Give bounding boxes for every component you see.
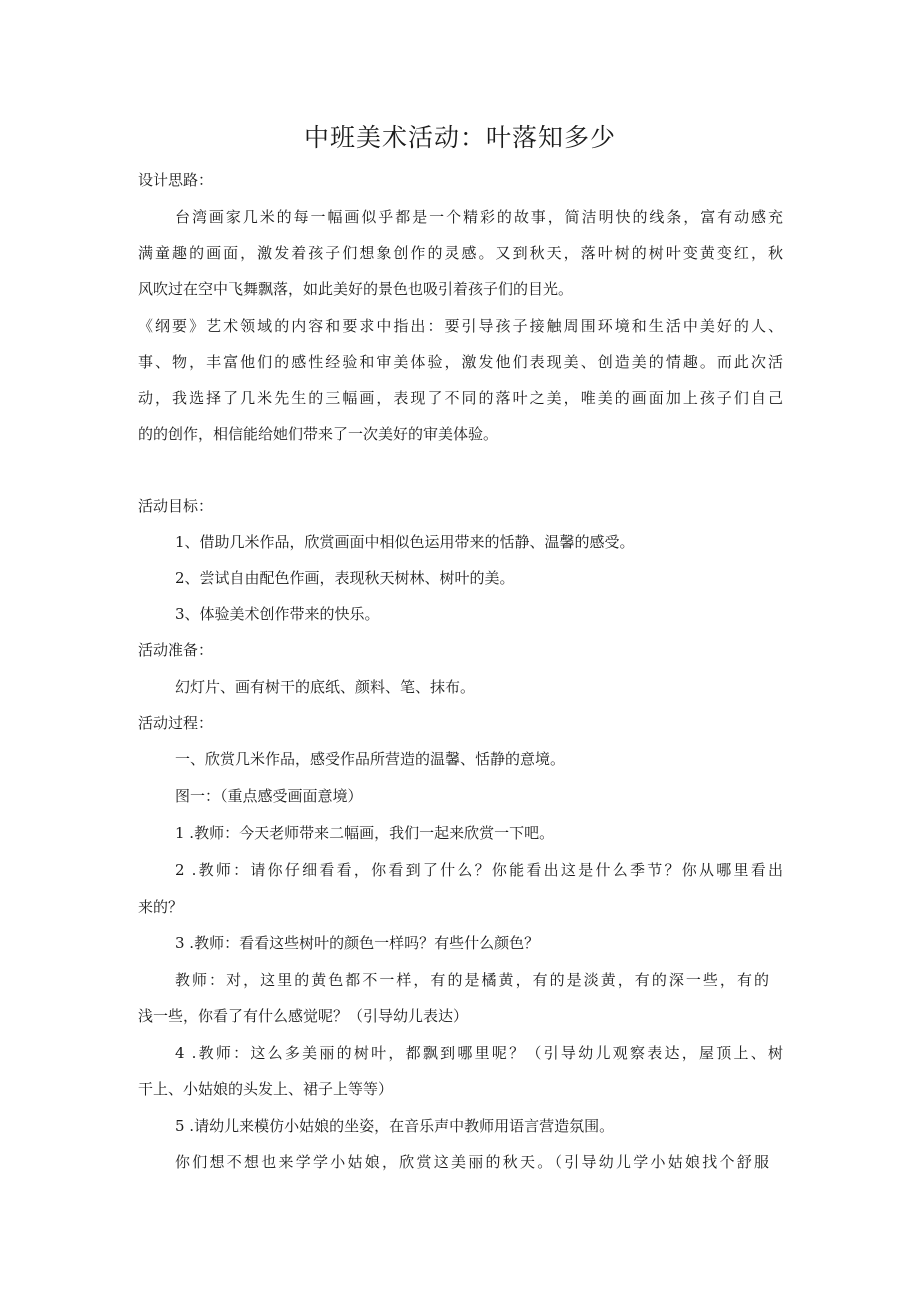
paragraph-line: 风吹过在空中飞舞飘落，如此美好的景色也吸引着孩子们的目光。 <box>138 280 574 298</box>
paragraph-line: 台湾画家几米的每一幅画似乎都是一个精彩的故事，简洁明快的线条，富有动感充 <box>175 208 783 226</box>
preparation-text: 幻灯片、画有树干的底纸、颜料、笔、抹布。 <box>175 678 476 696</box>
process-step: 1 .教师：今天老师带来二幅画，我们一起来欣赏一下吧。 <box>175 824 555 842</box>
section-heading-preparation: 活动准备： <box>138 641 214 659</box>
process-step: 5 .请幼儿来模仿小姑娘的坐姿，在音乐声中教师用语言营造氛围。 <box>175 1117 615 1135</box>
goal-item: 1、借助几米作品，欣赏画面中相似色运用带来的恬静、温馨的感受。 <box>175 533 635 551</box>
section-heading-goals: 活动目标： <box>138 497 214 515</box>
goal-item: 2、尝试自由配色作画，表现秋天树林、树叶的美。 <box>175 569 515 587</box>
page-title: 中班美术活动：叶落知多少 <box>303 123 616 152</box>
process-step: 来的？ <box>138 898 184 916</box>
paragraph-line: 《纲要》艺术领域的内容和要求中指出：要引导孩子接触周围环境和生活中美好的人、 <box>138 317 783 335</box>
goal-item: 3、体验美术创作带来的快乐。 <box>175 605 380 623</box>
process-step: 4 .教师：这么多美丽的树叶，都飘到哪里呢？（引导幼儿观察表达，屋顶上、树 <box>175 1044 783 1062</box>
process-step: 图一：（重点感受画面意境） <box>175 787 363 805</box>
process-step: 教师：对，这里的黄色都不一样，有的是橘黄，有的是淡黄，有的深一些，有的 <box>175 971 769 989</box>
paragraph-line: 满童趣的画面，激发着孩子们想象创作的灵感。又到秋天，落叶树的树叶变黄变红，秋 <box>138 244 783 262</box>
section-heading-process: 活动过程： <box>138 714 214 732</box>
process-step: 2 .教师：请你仔细看看，你看到了什么？你能看出这是什么季节？你从哪里看出 <box>175 861 783 879</box>
process-step: 你们想不想也来学学小姑娘，欣赏这美丽的秋天。（引导幼儿学小姑娘找个舒服 <box>175 1153 769 1171</box>
process-step: 干上、小姑娘的头发上、裙子上等等） <box>138 1080 394 1098</box>
process-step: 3 .教师：看看这些树叶的颜色一样吗？有些什么颜色？ <box>175 934 540 952</box>
paragraph-line: 事、物，丰富他们的感性经验和审美体验，激发他们表现美、创造美的情趣。而此次活 <box>138 353 783 371</box>
paragraph-line: 动，我选择了几米先生的三幅画，表现了不同的落叶之美，唯美的画面加上孩子们自己 <box>138 389 783 407</box>
process-step: 一、欣赏几米作品，感受作品所营造的温馨、恬静的意境。 <box>175 750 566 768</box>
paragraph-line: 的的创作，相信能给她们带来了一次美好的审美体验。 <box>138 425 499 443</box>
process-step: 浅一些，你看了有什么感觉呢？（引导幼儿表达） <box>138 1007 469 1025</box>
section-heading-design: 设计思路： <box>138 171 214 189</box>
